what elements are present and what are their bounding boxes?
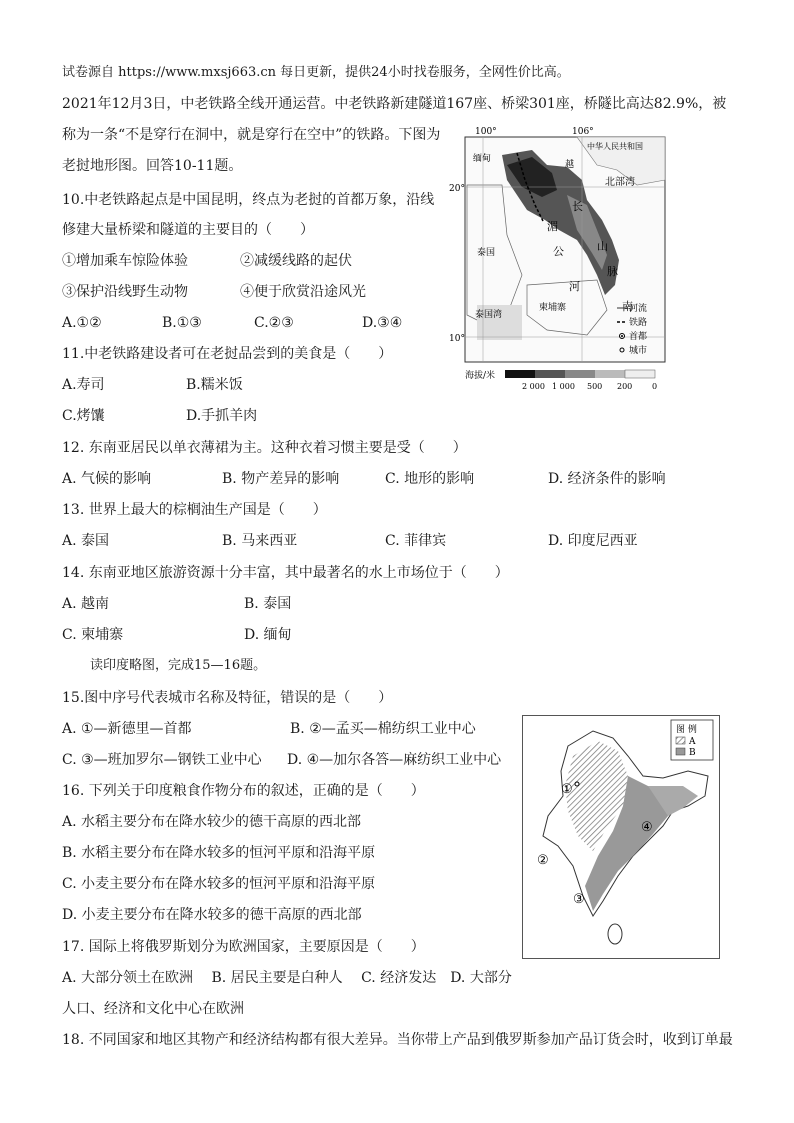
q16-option-b: B. 水稻主要分布在降水较多的恒河平原和沿海平原 <box>62 845 376 861</box>
marker-3: ③ <box>573 892 585 907</box>
lat-label-20: 20° <box>449 184 465 194</box>
label-beibu-gulf: 北部湾 <box>605 177 635 188</box>
marker-1: ① <box>561 782 573 797</box>
label-nan: 南 <box>622 300 633 313</box>
intro-line-1: 2021年12月3日，中老铁路全线开通运营。中老铁路新建隧道167座、桥梁301座，桥隧比高达82.9%，被 <box>62 96 727 112</box>
label-mai: 脉 <box>607 265 618 278</box>
q17-options: A. 大部分领土在欧洲 B. 居民主要是白种人 C. 经济发达 D. 大部分 <box>62 970 512 986</box>
q12-option-c: C. 地形的影响 <box>385 471 475 487</box>
elevation-label: 海拔/米 <box>465 371 496 381</box>
label-gulf-thailand: 泰国湾 <box>475 310 503 320</box>
q15-option-d: D. ④—加尔各答—麻纺织工业中心 <box>287 752 502 768</box>
legend-capital: 首都 <box>629 332 648 342</box>
q16-option-d: D. 小麦主要分布在降水较多的德干高原的西北部 <box>62 907 362 923</box>
q15-option-a: A. ①—新德里—首都 <box>62 721 192 737</box>
q11-option-c: C.烤馕 <box>62 408 105 424</box>
q13-option-a: A. 泰国 <box>62 533 110 549</box>
q17-continuation: 人口、经济和文化中心在欧洲 <box>62 1001 244 1017</box>
lon-label-100: 100° <box>475 127 497 137</box>
label-myanmar: 缅甸 <box>473 154 492 164</box>
intro-line-3: 老挝地形图。回答10-11题。 <box>62 158 243 174</box>
q11-option-a: A.寿司 <box>62 377 105 393</box>
intro-line-2: 称为一条“不是穿行在洞中，就是穿行在空中”的铁路。下图为 <box>62 127 441 143</box>
label-china: 中华人民共和国 <box>587 142 643 151</box>
q15-option-c: C. ③—班加罗尔—钢铁工业中心 <box>62 752 262 768</box>
label-shan: 山 <box>597 240 608 253</box>
india-legend-a: A <box>689 737 696 747</box>
q10-option-1: ①增加乘车惊险体验 <box>62 253 188 269</box>
q14-option-b: B. 泰国 <box>244 596 292 612</box>
q10-option-4: ④便于欣赏沿途风光 <box>240 284 366 300</box>
q14-option-c: C. 柬埔寨 <box>62 627 124 643</box>
q11-option-d: D.手抓羊肉 <box>186 408 258 424</box>
q10-choice-c: C.②③ <box>254 315 294 331</box>
q12-option-b: B. 物产差异的影响 <box>222 471 340 487</box>
q11-stem: 11.中老铁路建设者可在老挝品尝到的美食是（ ） <box>62 346 393 362</box>
q10-stem-1: 10.中老铁路起点是中国昆明，终点为老挝的首都万象，沿线 <box>62 192 435 208</box>
source-header: 试卷源自 https://www.mxsj663.cn 每日更新，提供24小时找卷服务，全网性价比高。 <box>62 65 570 80</box>
label-gong: 公 <box>553 245 564 258</box>
legend-railway: 铁路 <box>629 318 648 328</box>
elev-tick-500: 500 <box>587 382 603 390</box>
q10-option-3: ③保护沿线野生动物 <box>62 284 188 300</box>
q13-option-d: D. 印度尼西亚 <box>548 533 638 549</box>
q14-option-d: D. 缅甸 <box>244 627 292 643</box>
label-he: 河 <box>569 280 580 293</box>
india-map-svg <box>523 716 719 958</box>
q12-stem: 12. 东南亚居民以单衣薄裙为主。这种衣着习惯主要是受（ ） <box>62 440 467 456</box>
q15-stem: 15.图中序号代表城市名称及特征，错误的是（ ） <box>62 690 393 706</box>
label-thailand: 泰国 <box>477 248 496 258</box>
q17-stem: 17. 国际上将俄罗斯划分为欧洲国家，主要原因是（ ） <box>62 939 425 955</box>
marker-4: ④ <box>641 820 653 835</box>
q15-option-b: B. ②—孟买—棉纺织工业中心 <box>290 721 476 737</box>
q14-stem: 14. 东南亚地区旅游资源十分丰富，其中最著名的水上市场位于（ ） <box>62 565 509 581</box>
laos-map-svg <box>447 125 672 390</box>
q11-option-b: B.糯米饭 <box>186 377 243 393</box>
legend-river: 河流 <box>629 304 648 314</box>
q12-option-d: D. 经济条件的影响 <box>548 471 666 487</box>
legend-city: 城市 <box>629 346 648 356</box>
elev-tick-0: 0 <box>652 382 658 390</box>
q16-option-c: C. 小麦主要分布在降水较多的恒河平原和沿海平原 <box>62 876 376 892</box>
india-intro: 读印度略图，完成15—16题。 <box>90 658 267 673</box>
q13-option-b: B. 马来西亚 <box>222 533 298 549</box>
elev-tick-1000: 1 000 <box>552 382 575 390</box>
label-mei: 湄 <box>547 220 558 233</box>
q12-option-a: A. 气候的影响 <box>62 471 152 487</box>
lon-label-106: 106° <box>572 127 594 137</box>
q10-choice-a: A.①② <box>62 315 102 331</box>
q10-choice-d: D.③④ <box>362 315 403 331</box>
label-cambodia: 柬埔寨 <box>539 303 567 313</box>
q16-stem: 16. 下列关于印度粮食作物分布的叙述，正确的是（ ） <box>62 783 425 799</box>
q18-stem: 18. 不同国家和地区其物产和经济结构都有很大差异。当你带上产品到俄罗斯参加产品订货会时，收到订单最 <box>62 1032 733 1048</box>
q13-stem: 13. 世界上最大的棕榈油生产国是（ ） <box>62 502 327 518</box>
laos-terrain-map <box>447 125 672 390</box>
q13-option-c: C. 菲律宾 <box>385 533 447 549</box>
q16-option-a: A. 水稻主要分布在降水较少的德干高原的西北部 <box>62 814 362 830</box>
label-yue: 越 <box>565 160 575 170</box>
elev-tick-2000: 2 000 <box>522 382 545 390</box>
elev-tick-200: 200 <box>617 382 633 390</box>
india-sketch-map <box>522 715 720 959</box>
label-chang: 长 <box>572 200 583 213</box>
q10-stem-2: 修建大量桥梁和隧道的主要目的（ ） <box>62 222 314 238</box>
india-legend-title: 图 例 <box>676 725 697 735</box>
lat-label-10: 10° <box>449 334 465 344</box>
marker-2: ② <box>537 853 549 868</box>
india-legend-b: B <box>689 748 696 758</box>
q14-option-a: A. 越南 <box>62 596 110 612</box>
q10-option-2: ②减缓线路的起伏 <box>240 253 352 269</box>
q10-choice-b: B.①③ <box>162 315 202 331</box>
